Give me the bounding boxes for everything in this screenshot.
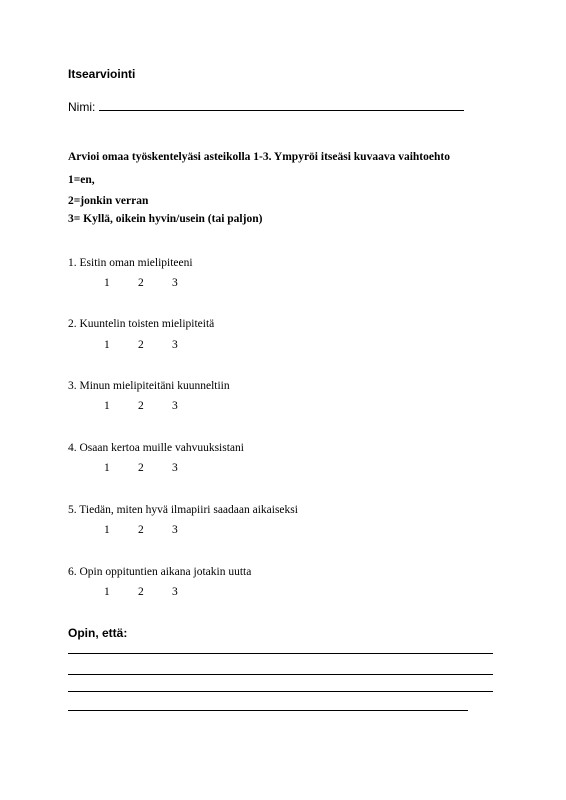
learned-label: Opin, että: <box>68 626 128 640</box>
option-2[interactable]: 2 <box>138 586 144 598</box>
page-title: Itsearviointi <box>68 67 136 81</box>
writing-line-3[interactable] <box>68 691 493 692</box>
option-1[interactable]: 1 <box>104 524 110 536</box>
question-6: 6. Opin oppituntien aikana jotakin uutta <box>68 566 252 578</box>
options-question-3 <box>104 400 206 412</box>
option-1[interactable]: 1 <box>104 400 110 412</box>
option-2[interactable]: 2 <box>138 524 144 536</box>
options-question-1 <box>104 277 206 289</box>
question-4: 4. Osaan kertoa muille vahvuuksistani <box>68 442 244 454</box>
scale-3: 3= Kyllä, oikein hyvin/usein (tai paljon) <box>68 213 263 225</box>
question-3: 3. Minun mielipiteitäni kuunneltiin <box>68 380 230 392</box>
option-2[interactable]: 2 <box>138 277 144 289</box>
name-field-row <box>68 99 464 114</box>
option-1[interactable]: 1 <box>104 277 110 289</box>
writing-line-4[interactable] <box>68 710 468 711</box>
option-3[interactable]: 3 <box>172 586 178 598</box>
question-5: 5. Tiedän, miten hyvä ilmapiiri saadaan aikaiseksi <box>68 504 298 516</box>
question-2: 2. Kuuntelin toisten mielipiteitä <box>68 318 215 330</box>
option-2[interactable]: 2 <box>138 339 144 351</box>
name-label: Nimi: <box>68 100 96 114</box>
question-1: 1. Esitin oman mielipiteeni <box>68 257 193 269</box>
option-1[interactable]: 1 <box>104 462 110 474</box>
option-3[interactable]: 3 <box>172 339 178 351</box>
instructions-heading: Arvioi omaa työskentelyäsi asteikolla 1-3. Ympyröi itseäsi kuvaava vaihtoehto <box>68 151 450 163</box>
option-3[interactable]: 3 <box>172 462 178 474</box>
option-2[interactable]: 2 <box>138 462 144 474</box>
options-question-2 <box>104 339 206 351</box>
option-1[interactable]: 1 <box>104 339 110 351</box>
scale-2: 2=jonkin verran <box>68 195 149 207</box>
options-question-4 <box>104 462 206 474</box>
options-question-6 <box>104 586 206 598</box>
option-3[interactable]: 3 <box>172 524 178 536</box>
option-2[interactable]: 2 <box>138 400 144 412</box>
writing-line-2[interactable] <box>68 674 493 675</box>
option-3[interactable]: 3 <box>172 277 178 289</box>
writing-line-1[interactable] <box>68 653 493 654</box>
scale-1: 1=en, <box>68 174 95 186</box>
option-1[interactable]: 1 <box>104 586 110 598</box>
option-3[interactable]: 3 <box>172 400 178 412</box>
options-question-5 <box>104 524 206 536</box>
name-line[interactable] <box>99 99 464 111</box>
